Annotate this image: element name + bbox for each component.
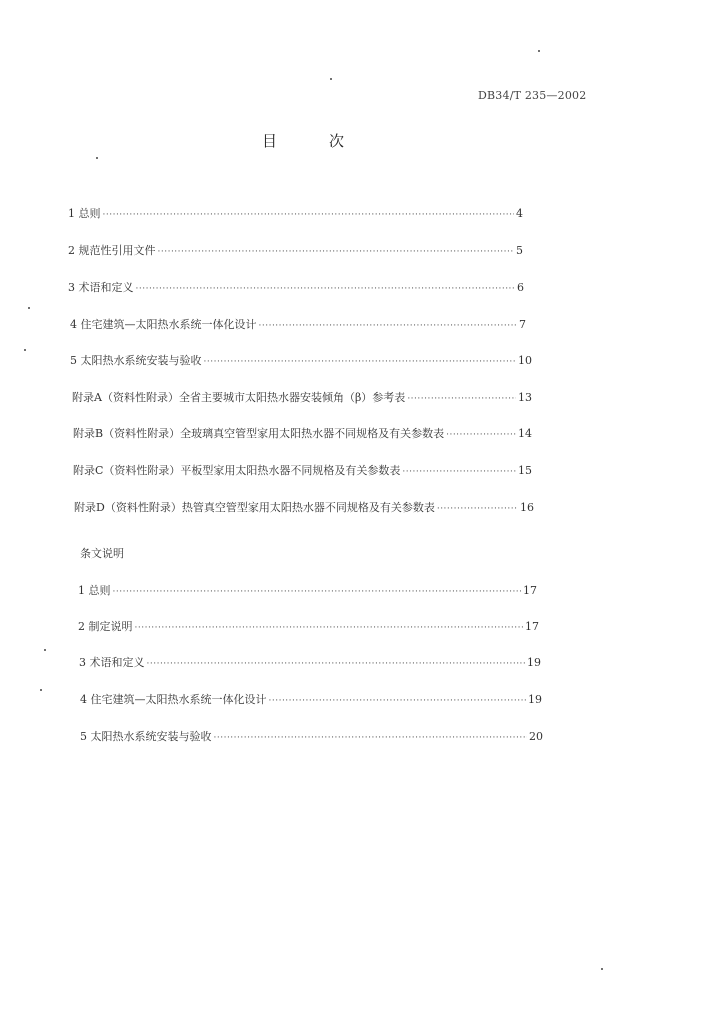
scan-speck <box>40 689 42 691</box>
toc-entry-appendix-d[interactable] <box>74 499 534 515</box>
toc-entry-4[interactable] <box>70 316 526 332</box>
dot-leader <box>135 623 524 633</box>
toc-entry-label: 附录A（资料性附录）全省主要城市太阳热水器安装倾角（β）参考表 <box>72 391 406 404</box>
toc-entry-page: 6 <box>517 281 524 294</box>
dot-leader <box>113 587 522 597</box>
toc-entry-2[interactable] <box>68 242 523 258</box>
toc-entry-5[interactable] <box>70 352 532 368</box>
toc-entry-appendix-c[interactable] <box>73 462 532 478</box>
toc-entry-page: 17 <box>523 584 537 597</box>
toc-entry-page: 13 <box>518 391 532 404</box>
dot-leader <box>136 284 516 294</box>
scan-speck <box>28 307 30 309</box>
toc-entry-page: 19 <box>528 693 542 706</box>
toc-entry-label: 4 住宅建筑—太阳热水系统一体化设计 <box>80 693 267 706</box>
dot-leader <box>407 394 516 404</box>
toc-entry-appendix-b[interactable] <box>73 425 532 441</box>
title-char-1: 目 <box>262 132 278 150</box>
dot-leader <box>103 210 515 220</box>
toc-entry-label: 4 住宅建筑—太阳热水系统一体化设计 <box>70 318 257 331</box>
dot-leader <box>269 696 527 706</box>
page-title <box>262 130 344 151</box>
dot-leader <box>214 733 528 743</box>
toc-entry-page: 7 <box>519 318 526 331</box>
dot-leader <box>402 467 516 477</box>
toc-entry-page: 15 <box>518 464 532 477</box>
toc-entry-label: 1 总则 <box>68 207 101 220</box>
explanation-entry-4[interactable] <box>80 691 542 707</box>
toc-entry-label: 3 术语和定义 <box>79 656 145 669</box>
toc-entry-page: 17 <box>525 620 539 633</box>
toc-entry-appendix-a[interactable] <box>72 389 532 405</box>
explanation-entry-2[interactable] <box>78 618 539 634</box>
toc-entry-page: 4 <box>516 207 523 220</box>
toc-entry-1[interactable] <box>68 205 523 221</box>
dot-leader <box>437 504 518 514</box>
dot-leader <box>204 357 517 367</box>
toc-entry-page: 5 <box>516 244 523 257</box>
explanation-entry-3[interactable] <box>79 654 541 670</box>
scan-speck <box>24 349 26 351</box>
scan-speck <box>44 649 46 651</box>
scan-speck <box>330 78 332 80</box>
dot-leader <box>158 247 515 257</box>
toc-entry-label: 附录B（资料性附录）全玻璃真空管型家用太阳热水器不同规格及有关参数表 <box>73 427 445 440</box>
scan-speck <box>601 968 603 970</box>
toc-entry-label: 2 制定说明 <box>78 620 133 633</box>
toc-entry-label: 3 术语和定义 <box>68 281 134 294</box>
dot-leader <box>147 659 526 669</box>
explanation-entry-1[interactable] <box>78 582 537 598</box>
toc-entry-label: 2 规范性引用文件 <box>68 244 156 257</box>
toc-entry-label: 5 太阳热水系统安装与验收 <box>80 730 212 743</box>
toc-entry-label: 1 总则 <box>78 584 111 597</box>
toc-entry-3[interactable] <box>68 279 524 295</box>
toc-entry-page: 16 <box>520 501 534 514</box>
title-char-2: 次 <box>329 132 345 150</box>
scan-speck <box>96 157 98 159</box>
toc-entry-page: 14 <box>518 427 532 440</box>
toc-entry-page: 10 <box>518 354 532 367</box>
explanation-entry-5[interactable] <box>80 728 543 744</box>
toc-entry-page: 20 <box>529 730 543 743</box>
document-code: DB34/T 235—2002 <box>478 89 587 102</box>
toc-entry-label: 附录D（资料性附录）热管真空管型家用太阳热水器不同规格及有关参数表 <box>74 501 435 514</box>
scan-speck <box>538 50 540 52</box>
toc-entry-label: 5 太阳热水系统安装与验收 <box>70 354 202 367</box>
toc-entry-page: 19 <box>527 656 541 669</box>
dot-leader <box>259 321 518 331</box>
dot-leader <box>446 430 516 440</box>
toc-entry-label: 附录C（资料性附录）平板型家用太阳热水器不同规格及有关参数表 <box>73 464 401 477</box>
section-heading-explanation: 条文说明 <box>80 547 124 560</box>
